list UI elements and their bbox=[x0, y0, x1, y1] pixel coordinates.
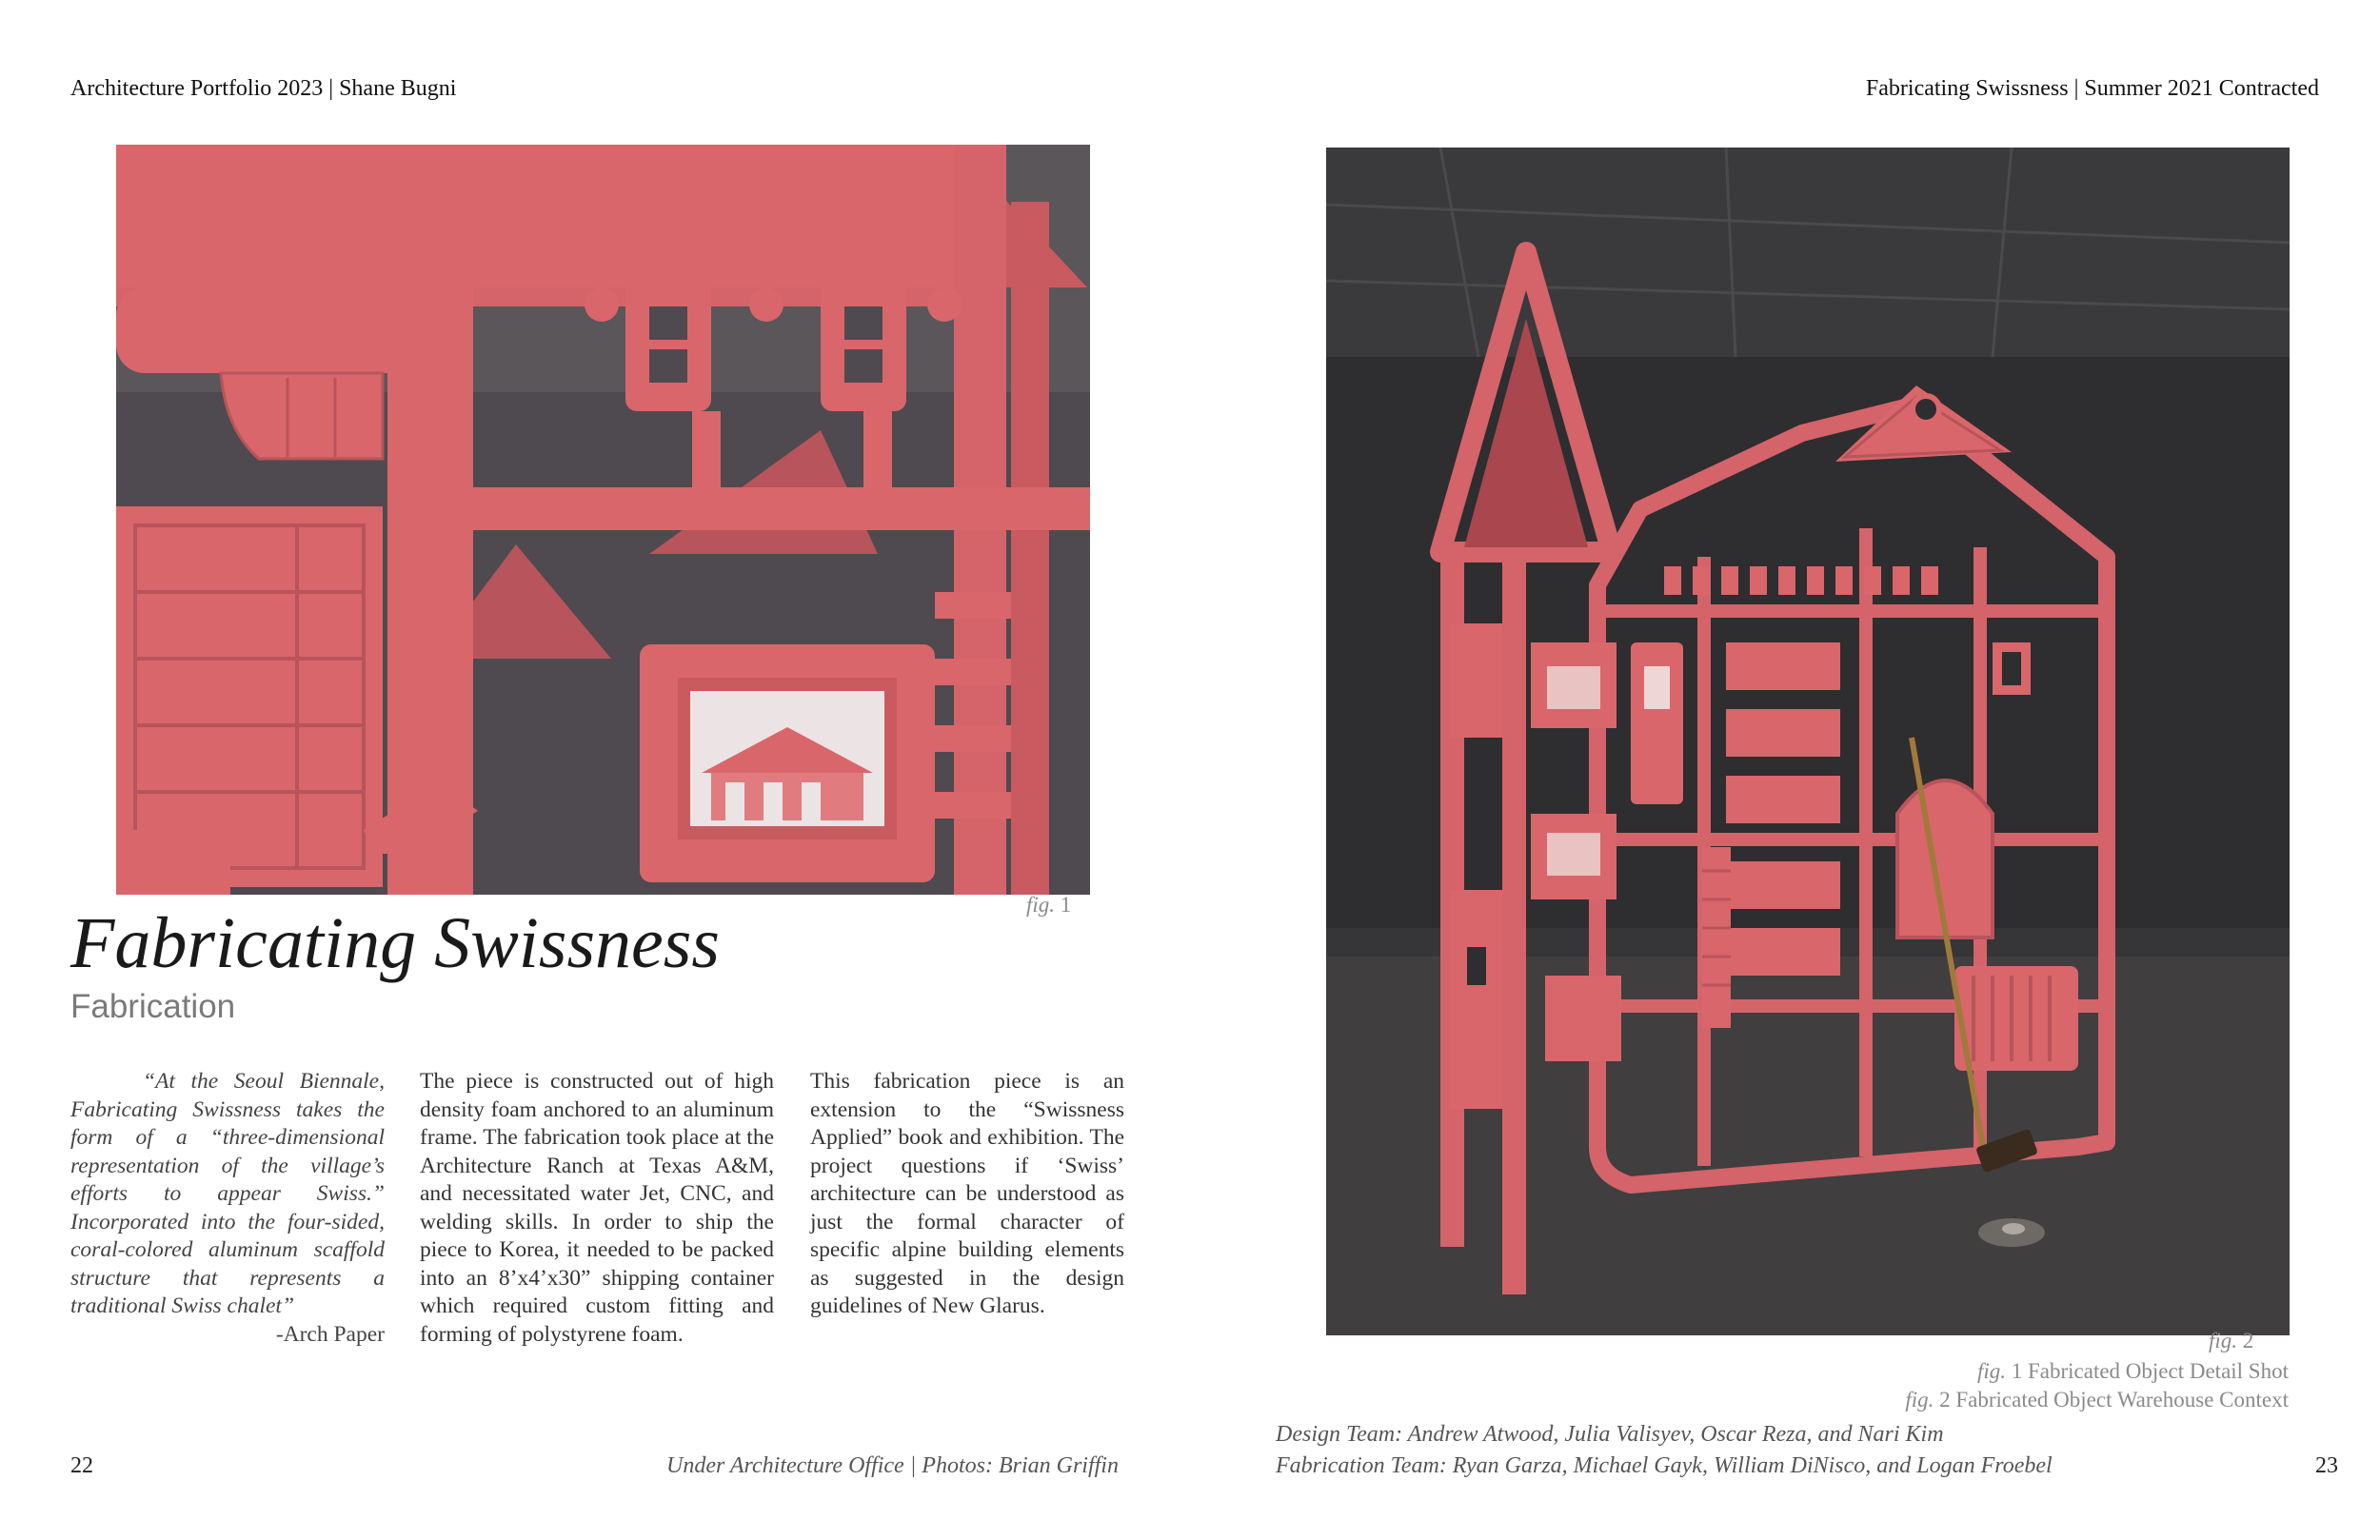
design-team-credit: Design Team: Andrew Atwood, Julia Valisyev, Oscar Reza, and Nari Kim bbox=[1276, 1422, 1944, 1447]
quote-column bbox=[70, 1068, 385, 1349]
header-left: Architecture Portfolio 2023 | Shane Bugni bbox=[70, 76, 457, 101]
detail-photo-illustration bbox=[116, 145, 1090, 895]
warehouse-photo bbox=[1326, 148, 2290, 1335]
page-title: Fabricating Swissness bbox=[70, 903, 720, 983]
detail-photo bbox=[116, 145, 1090, 895]
caption-2: fig. 2 Fabricated Object Warehouse Context bbox=[1905, 1388, 2289, 1412]
fig2-label: fig. 2 bbox=[2209, 1329, 2254, 1352]
figure-captions bbox=[1905, 1357, 2289, 1414]
footer-credit: Under Architecture Office | Photos: Brian Griffin bbox=[666, 1453, 1119, 1478]
quote-text: “At the Seoul Biennale, Fabricating Swissness takes the form of a “three-dimensional representation of the village’s efforts to appear Swiss.” Incorporated into the four-sided, coral-colored aluminum scaffold structure that represents a traditional Swiss chalet” bbox=[70, 1069, 385, 1318]
header-right: Fabricating Swissness | Summer 2021 Contracted bbox=[1865, 76, 2319, 101]
page-number-left: 22 bbox=[70, 1453, 93, 1478]
fabrication-team-credit: Fabrication Team: Ryan Garza, Michael Gayk, William DiNisco, and Logan Froebel bbox=[1276, 1453, 2053, 1478]
fig1-label: fig. 1 bbox=[1026, 893, 1072, 917]
warehouse-photo-illustration bbox=[1326, 148, 2290, 1335]
body-column-2: The piece is constructed out of high density foam anchored to an aluminum frame. The fabrication took place at the Architecture Ranch at Texas A&M, and necessitated water Jet, CNC, and welding skills. In order to ship the piece to Korea, it needed to be packed into an 8’x4’x30” shipping container which required custom fitting and forming of polystyrene foam. bbox=[420, 1069, 774, 1347]
page-subtitle: Fabrication bbox=[70, 988, 236, 1025]
body-column-3: This fabrication piece is an extension to the “Swissness Applied” book and exhibition. The project questions if ‘Swiss’ architecture can be understood as just the formal character of specific alpine building elements as suggested in the design guidelines of New Glarus. bbox=[810, 1069, 1124, 1318]
caption-1: fig. 1 Fabricated Object Detail Shot bbox=[1976, 1359, 2289, 1383]
quote-attribution: -Arch Paper bbox=[275, 1321, 385, 1347]
page-number-right: 23 bbox=[2315, 1453, 2338, 1478]
